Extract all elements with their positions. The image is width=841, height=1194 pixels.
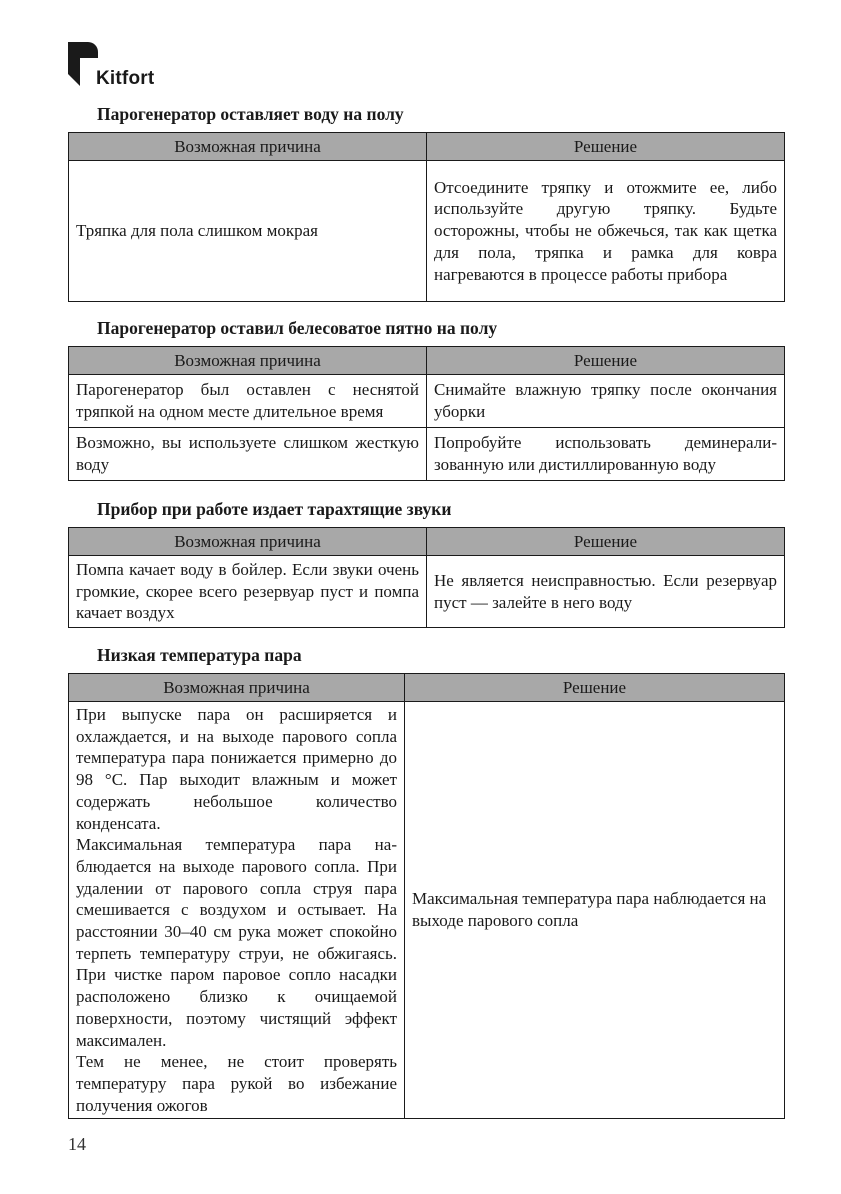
troubleshooting-table — [68, 346, 785, 481]
cause-cell: Парогенератор был оставлен с неснятой тряпкой на одном месте длительное время — [69, 375, 427, 428]
solution-cell: Попробуйте использовать деминерализованную или дистиллированную воду — [427, 428, 785, 481]
section-title: Парогенератор оставил белесоватое пятно на полу — [97, 318, 498, 338]
troubleshooting-table — [68, 527, 785, 628]
section-title: Парогенератор оставляет воду на полу — [97, 104, 404, 124]
header-solution: Решение — [427, 528, 785, 556]
cause-cell: Тряпка для пола слишком мокрая — [69, 161, 427, 302]
solution-cell: Не является неисправностью. Если резервуар пуст — залейте в него воду — [427, 556, 785, 628]
header-solution: Решение — [427, 347, 785, 375]
page-number: 14 — [68, 1134, 86, 1154]
header-cause: Возможная причина — [69, 347, 427, 375]
section-title: Прибор при работе издает тарахтящие звуки — [97, 499, 452, 519]
table-header-row — [69, 133, 785, 161]
header-solution: Решение — [405, 674, 785, 702]
solution-cell: Снимайте влажную тряпку после окончания уборки — [427, 375, 785, 428]
table-row — [69, 428, 785, 481]
section-title: Низкая температура пара — [97, 645, 302, 665]
section-rattling-sounds — [68, 499, 784, 628]
cause-cell: Помпа качает воду в бойлер. Если звуки очень громкие, скорее всего резервуар пуст и помпа качает воздух — [69, 556, 427, 628]
table-header-row — [69, 528, 785, 556]
table-row — [69, 375, 785, 428]
table-header-row — [69, 674, 785, 702]
table-row — [69, 702, 785, 1119]
header-cause: Возможная причина — [69, 528, 427, 556]
section-water-on-floor — [68, 104, 784, 302]
cause-cell: При выпуске пара он расширяется и охлаждается, и на выходе парового сопла температура пара понижается примерно до 98 °С. Пар выходит влажным и может содержать небольшое количество конденсата. Максимальная температура пара наблюдается на выходе парового сопла. При удалении от парового сопла струя пара смешивается с воздухом и остывает. На расстоянии 30–40 см рука может спокойно терпеть температуру струи, не обжигаясь. При чистке паром паровое сопло насадки расположено близко к очищаемой поверхности, поэтому чистящий эффект максимален. Тем не менее, не стоит проверять температуру пара рукой во избежание получения ожогов — [69, 702, 405, 1119]
brand-name: Kitfort — [96, 68, 155, 89]
section-low-steam-temperature — [68, 645, 784, 1119]
table-row — [69, 161, 785, 302]
troubleshooting-table — [68, 673, 785, 1119]
brand-logo — [68, 42, 168, 92]
table-row — [69, 556, 785, 628]
header-cause: Возможная причина — [69, 133, 427, 161]
header-solution: Решение — [427, 133, 785, 161]
table-header-row — [69, 347, 785, 375]
cause-cell: Возможно, вы используете слишком жесткую воду — [69, 428, 427, 481]
section-white-stain — [68, 318, 784, 481]
solution-cell: Отсоедините тряпку и отожмите ее, либо используйте другую тряпку. Будьте осторожны, чтобы не обжечься, так как щетка для пола, тряпка и рамка для ковра нагреваются в процессе работы прибора — [427, 161, 785, 302]
header-cause: Возможная причина — [69, 674, 405, 702]
troubleshooting-table — [68, 132, 785, 302]
solution-cell: Максимальная температура пара наблюдается на выходе парового сопла — [405, 702, 785, 1119]
kitfort-logo-icon — [68, 42, 98, 86]
